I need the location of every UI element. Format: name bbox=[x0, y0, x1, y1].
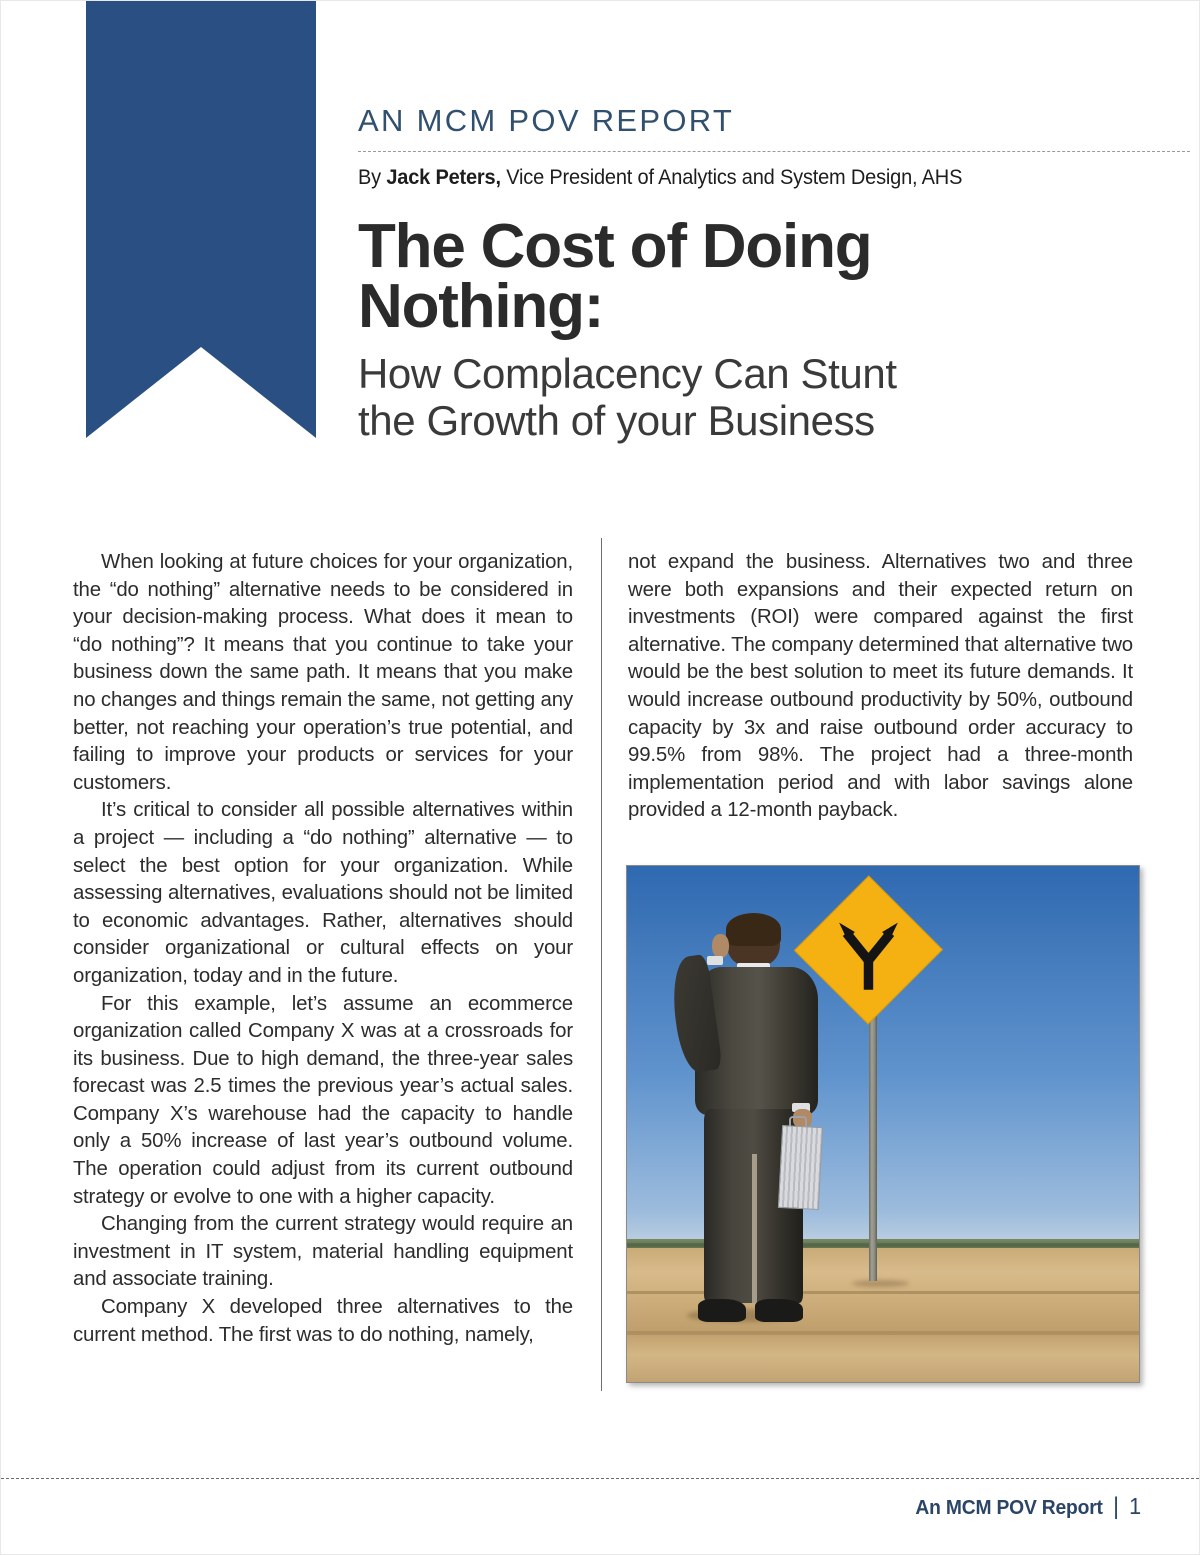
figure-shoe-left bbox=[698, 1299, 746, 1322]
report-kicker: AN MCM POV REPORT bbox=[358, 103, 735, 138]
metal-briefcase bbox=[777, 1125, 823, 1210]
byline bbox=[358, 164, 1132, 191]
paragraph: Company X developed three alternatives to the current method. The first was to do nothing, namely, bbox=[73, 1296, 573, 1346]
ribbon-body bbox=[86, 1, 316, 347]
paragraph: not expand the business. Alternatives two and three were both expansions and their expected return on investments (ROI) were compared against the first alternative. The company determined that alternative two would be the best solution to meet its future demands. It would increase outbound productivity by 50%, outbound capacity by 3x and raise outbound order accuracy to 99.5% from 98%. The project had a three-month implementation period and with labor savings alone provided a 12-month payback. bbox=[628, 551, 1133, 822]
figure-shoe-right bbox=[755, 1299, 803, 1322]
signpost-shadow bbox=[852, 1280, 908, 1287]
crossroads-photo bbox=[626, 865, 1140, 1383]
figure-shirt-cuff-upper bbox=[707, 956, 722, 965]
kicker-divider-rule bbox=[358, 151, 1190, 152]
page-subtitle bbox=[358, 350, 1138, 445]
footer-divider-rule bbox=[1, 1478, 1199, 1479]
figure-leg-gap bbox=[752, 1154, 757, 1303]
footer-separator: | bbox=[1113, 1493, 1119, 1520]
title-block bbox=[358, 212, 1138, 445]
column-divider-rule bbox=[601, 538, 602, 1391]
paragraph: For this example, let’s assume an ecommerce organization called Company X was at a crossroads for its business. Due to high demand, the three-year sales forecast was 2.5 times the previous year’s actual sales. Company X’s warehouse had the capacity to handle only a 50% increase of last year’s outbound volume. The operation could adjust from its current outbound strategy or evolve to one with a higher capacity. bbox=[73, 992, 573, 1208]
page-title bbox=[358, 212, 1138, 341]
byline-role: Vice President of Analytics and System Design, AHS bbox=[500, 164, 963, 189]
footer-label: An MCM POV Report bbox=[915, 1496, 1103, 1519]
fork-arrow-icon bbox=[816, 897, 921, 1003]
page-number: 1 bbox=[1129, 1493, 1141, 1519]
figure-hair bbox=[726, 913, 781, 946]
byline-author: Jack Peters, bbox=[386, 164, 501, 189]
ribbon-point-tip bbox=[86, 347, 316, 438]
title-line-2: Nothing: bbox=[358, 271, 604, 341]
masthead bbox=[358, 105, 1190, 190]
signpost bbox=[869, 998, 877, 1282]
figure-hand-on-head bbox=[712, 934, 729, 959]
title-line-1: The Cost of Doing bbox=[358, 212, 872, 281]
paragraph: Changing from the current strategy would require an investment in IT system, material handling equipment and associate training. bbox=[73, 1213, 573, 1291]
body-column-right bbox=[628, 549, 1133, 825]
body-column-left bbox=[73, 549, 573, 1349]
paragraph: When looking at future choices for your organization, the “do nothing” alternative needs to be considered in your decision-making process. What does it mean to “do nothing”? It means that you continue to take your business down the same path. It means that you make no changes and things remain the same, not getting any better, not reaching your operation’s true potential, and failing to improve your products or services for your customers. bbox=[73, 551, 573, 794]
subtitle-line-2: the Growth of your Business bbox=[358, 397, 875, 445]
byline-prefix: By bbox=[358, 164, 387, 189]
ribbon-banner-decoration bbox=[86, 1, 316, 438]
subtitle-line-1: How Complacency Can Stunt bbox=[358, 350, 897, 398]
paragraph: It’s critical to consider all possible alternatives within a project — including a “do nothing” alternative — to select the best option for your organization. While assessing alternatives, evaluations should not be limited to economic advantages. Rather, alternatives should consider organizational or cultural effects on your organization, today and in the future. bbox=[73, 799, 573, 987]
page-footer bbox=[915, 1493, 1141, 1521]
businessman-figure bbox=[678, 915, 832, 1328]
